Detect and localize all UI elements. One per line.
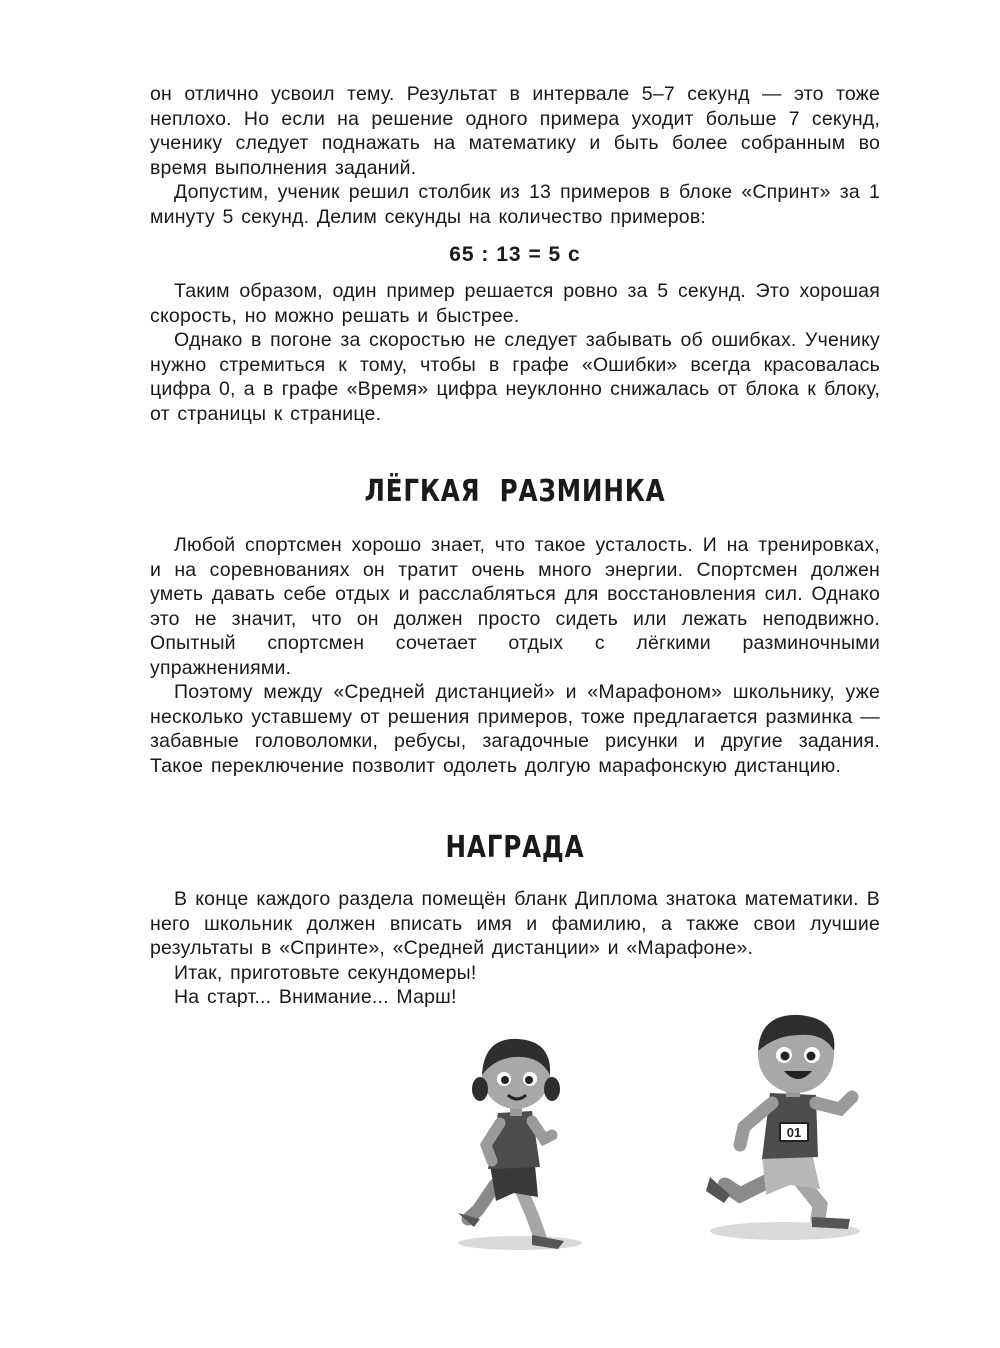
award-paragraph-1: В конце каждого раздела помещён бланк Диплома знатока математики. В него школьник должен вписать имя и фамилию, а также свои лучшие результаты в «Спринте», «Средней дистанции» и «Марафоне». (150, 888, 880, 959)
formula: 65 : 13 = 5 с (449, 243, 581, 266)
boy-runner-icon (706, 1015, 852, 1229)
warmup-heading: ЛЁГКАЯ РАЗМИНКА (364, 474, 666, 509)
girl-shadow (458, 1236, 582, 1250)
bib-number: 01 (786, 1125, 802, 1140)
intro-paragraph-1: он отлично усвоил тему. Результат в интервале 5–7 секунд — это тоже неплохо. Но если на решение одного примера уходит больше 7 секунд, ученику следует поднажать на математику и быть более собранным во время выполнения заданий. (150, 83, 880, 179)
intro-paragraph-4: Однако в погоне за скоростью не следует забывать об ошибках. Ученику нужно стремиться к тому, чтобы в графе «Ошибки» всегда красовалась цифра 0, а в графе «Время» цифра неуклонно снижалась от блока к блоку, от страницы к странице. (150, 329, 880, 425)
warmup-paragraph-2: Поэтому между «Средней дистанцией» и «Марафоном» школьнику, уже несколько уставшему от решения примеров, тоже предлагается разминка — забавные головоломки, ребусы, загадочные рисунки и другие задания. Такое переключение позволит одолеть долгую марафонскую дистанцию. (150, 681, 880, 777)
intro-paragraph-2: Допустим, ученик решил столбик из 13 примеров в блоке «Спринт» за 1 минуту 5 секунд. Делим секунды на количество примеров: (150, 181, 880, 228)
page-content (150, 82, 880, 1010)
intro-paragraph-3: Таким образом, один пример решается ровно за 5 секунд. Это хорошая скорость, но можно решать и быстрее. (150, 280, 880, 327)
award-paragraph-2: Итак, приготовьте секундомеры! (174, 961, 477, 984)
award-heading: НАГРАДА (445, 830, 585, 865)
warmup-paragraph-1: Любой спортсмен хорошо знает, что такое усталость. И на тренировках, и на соревнованиях он тратит очень много энергии. Спортсмен должен уметь давать себе отдых и расслабляться для восстановления сил. Однако это не значит, что он должен просто сидеть или лежать неподвижно. Опытный спортсмен сочетает отдых с лёгкими разминочными упражнениями. (150, 534, 880, 679)
award-paragraph-3: На старт... Внимание... Марш! (174, 986, 457, 1008)
girl-runner-icon (458, 1039, 564, 1249)
running-kids-illustration (440, 1005, 900, 1265)
